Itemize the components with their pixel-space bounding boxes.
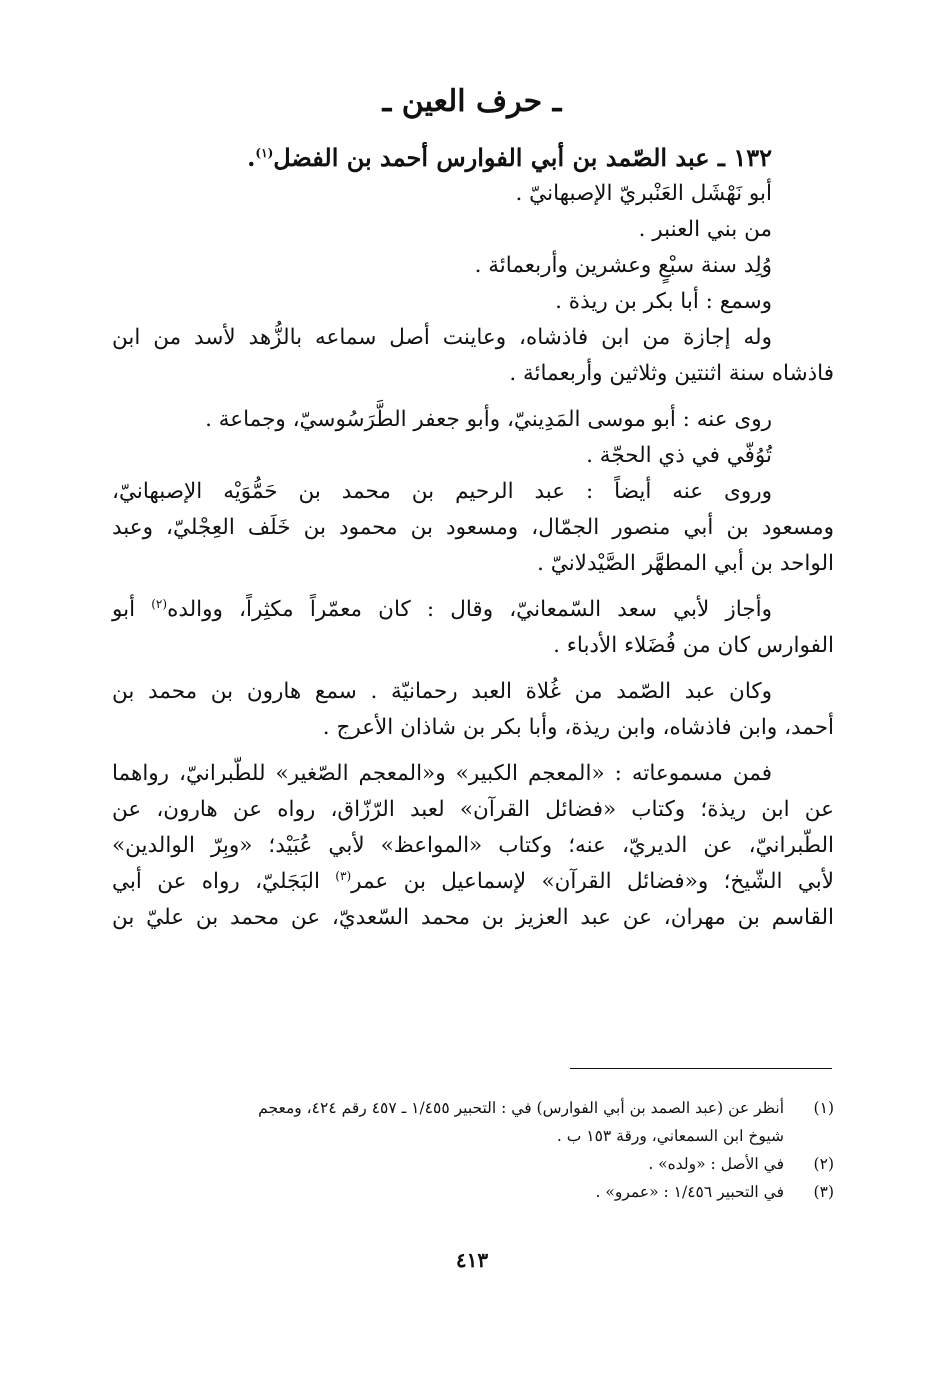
footnote-2 <box>112 1150 834 1178</box>
footnote-text <box>112 1094 784 1150</box>
body-line: فمن مسموعاته : «المعجم الكبير» و«المعجم الصّغير» للطّبرانيّ، رواهما <box>112 761 772 786</box>
body-line: وُلِد سنة سبْعٍ وعشرين وأربعمائة . <box>474 253 772 278</box>
body-line-part: أبو <box>112 597 136 622</box>
body-line: الطّبرانيّ، عن الديريّ، عنه؛ وكتاب «المواعظ» لأبي عُبَيْد؛ «وبِرّ الوالدين» <box>112 833 834 858</box>
footnote-line: في التحبير ١/٤٥٦ : «عمرو» . <box>595 1183 784 1201</box>
body-line: وكان عبد الصّمد من غُلاة العبد رحمانيّة . سمع هارون بن محمد بن <box>112 679 772 704</box>
body-line-part: وأجاز لأبي سعد السّمعانيّ، وقال : كان معمّراً مكثِراً، ووالده <box>167 597 772 622</box>
footnote-divider <box>570 1068 832 1069</box>
footnote-number: (٢) <box>813 1155 834 1173</box>
chapter-header: ـ حرف العين ـ <box>382 84 562 119</box>
body-line: ومسعود بن أبي منصور الجمّال، ومسعود بن محمود بن خَلَف العِجْليّ، وعبد <box>112 515 834 540</box>
body-line: فاذشاه سنة اثنتين وثلاثين وأربعمائة . <box>509 361 834 386</box>
footnote-1 <box>112 1094 834 1150</box>
body-line <box>112 592 834 628</box>
body-line: وله إجازة من ابن فاذشاه، وعاينت أصل سماعه بالزُّهد لأسد من ابن <box>112 325 772 350</box>
footnote-line: في الأصل : «ولده» . <box>648 1155 784 1173</box>
footnote-number: (٣) <box>813 1183 834 1201</box>
footnote-text <box>112 1178 784 1206</box>
body-line: روى عنه : أبو موسى المَدِينيّ، وأبو جعفر الطَّرَسُوسيّ، وجماعة . <box>205 407 772 432</box>
footnote-ref-3: (٣) <box>335 868 352 883</box>
body-line: الواحد بن أبي المطهَّر الصَّيْدلانيّ . <box>537 551 834 576</box>
body-line: وسمع : أبا بكر بن ريذة . <box>555 289 772 314</box>
footnote-ref-1: (١) <box>255 146 274 160</box>
footnote-number: (١) <box>813 1099 834 1117</box>
body-line: أحمد، وابن فاذشاه، وابن ريذة، وأبا بكر بن شاذان الأعرج . <box>322 715 834 740</box>
body-line <box>112 864 834 900</box>
entry-title <box>112 140 834 176</box>
body-line: القاسم بن مهران، عن عبد العزيز بن محمد السّعديّ، عن محمد بن عليّ بن <box>112 905 834 930</box>
footnote-3 <box>112 1178 834 1206</box>
body-line: الفوارس كان من فُضَلاء الأدباء . <box>553 633 834 658</box>
footnote-text <box>112 1150 784 1178</box>
entry-title-text: ١٣٢ ـ عبد الصّمد بن أبي الفوارس أحمد بن الفضل <box>273 143 772 172</box>
body-line-part: البَجَليّ، رواه عن أبي <box>112 869 320 894</box>
page-number: ٤١٣ <box>455 1248 489 1272</box>
footnote-ref-2: (٢) <box>151 596 168 611</box>
footnote-line: شيوخ ابن السمعاني، ورقة ١٥٣ ب . <box>556 1127 784 1145</box>
body-line-part: لأبي الشّيخ؛ و«فضائل القرآن» لإسماعيل بن عمر <box>351 869 834 894</box>
body-line: عن ابن ريذة؛ وكتاب «فضائل القرآن» لعبد الرّزّاق، رواه عن هارون، عن <box>112 797 834 822</box>
footnote-line: أنظر عن (عبد الصمد بن أبي الفوارس) في : التحبير ١/٤٥٥ ـ ٤٥٧ رقم ٤٢٤، ومعجم <box>258 1099 784 1117</box>
page-body <box>112 140 834 936</box>
body-line: تُوُفّي في ذي الحجّة . <box>586 443 772 468</box>
footnotes <box>112 1094 834 1206</box>
body-line: أبو نَهْشَل العَنْبريّ الإصبهانيّ . <box>515 181 772 206</box>
body-line: وروى عنه أيضاً : عبد الرحيم بن محمد بن حَمُّوَيْه الإصبهانيّ، <box>112 479 772 504</box>
body-line: من بني العنبر . <box>638 217 772 242</box>
entry-title-end: . <box>247 143 256 172</box>
